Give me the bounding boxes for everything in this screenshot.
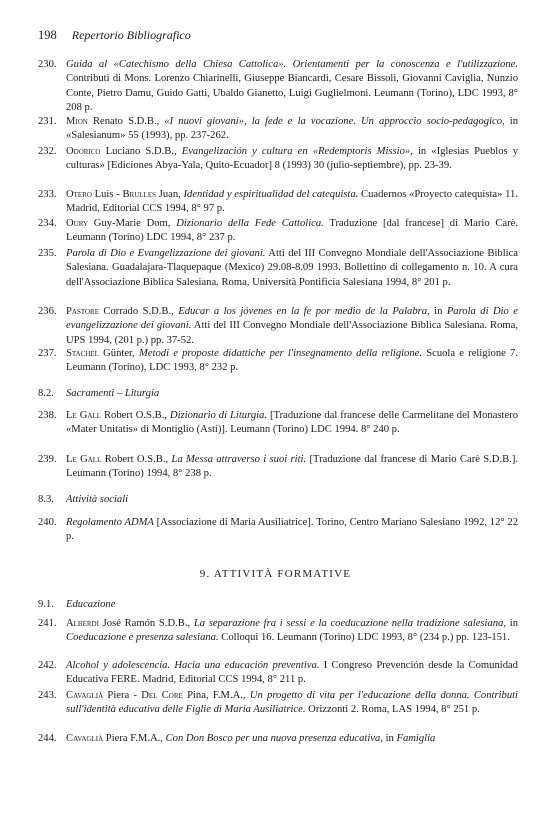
entry-number: 233. xyxy=(38,189,57,200)
entry-title-italic: Con Don Bosco per una nuova presenza educativa, xyxy=(165,733,383,744)
bib-entry xyxy=(38,305,518,348)
entry-title-italic: Parola di Dio e Evangelizzazione dei giovani. xyxy=(66,248,266,259)
bib-entry xyxy=(38,347,518,376)
entry-text-part: Atti del III Convegno Mondiale dell'Associazione Biblica Salesiana. Guadalajara-Tlaquepaque (Mexico) 29.08-8.09 1993. Bollettino di collegamento n. 10. A cura dell'Associazione Biblica Salesiana. Roma, Università Pontificia Salesiana 1994, 8° 201 p. xyxy=(66,248,518,288)
page-header xyxy=(38,28,191,43)
entry-text xyxy=(66,145,518,174)
entry-text-part: in xyxy=(506,618,518,629)
entry-title-italic: Parola di Dio e evangelizzazione dei giovani. xyxy=(66,306,518,332)
author-surname: Odorico xyxy=(66,146,101,157)
bib-entry xyxy=(38,409,518,438)
entry-title-italic: Evangelización y cultura en «Redemptoris Missio», xyxy=(181,146,413,157)
author-surname: Oury xyxy=(66,218,89,229)
bib-entry xyxy=(38,188,518,217)
entry-title-italic: Dizionario di Liturgia. xyxy=(169,410,267,421)
entry-number: 238. xyxy=(38,410,57,421)
author-surname: Otero xyxy=(66,189,92,200)
entry-text-part: Renato S.D.B., xyxy=(87,116,165,127)
author-surname: Le Gall xyxy=(66,410,101,421)
bib-entry xyxy=(38,58,518,115)
entry-text-part: Cuadernos «Proyecto catequista» 11. Madrid, Editorial CCS 1994, 8° 97 p. xyxy=(66,189,518,215)
entry-text-part: Piera F.M.A., xyxy=(103,733,166,744)
entry-text xyxy=(66,58,518,115)
entry-text xyxy=(66,409,518,438)
section-heading xyxy=(38,388,159,399)
entry-text-part: [Traduzione dal francese delle Carmelitane del Monastero «Mater Unitatis» di Montiglio (Asti)]. Leumann (Torino) LDC 1994. 8° 240 p. xyxy=(66,410,518,436)
entry-title-italic: Metodi e proposte didattiche per l'insegnamento della religione. xyxy=(139,348,423,359)
entry-number: 231. xyxy=(38,116,57,127)
entry-text-part: Luis - xyxy=(91,189,123,200)
entry-text-part: in «Salesianum» 55 (1993), pp. 237-262. xyxy=(66,116,519,142)
entry-title-italic: Identidad y espiritualidad del catequista. xyxy=(183,189,359,200)
entry-text-part: in xyxy=(429,306,447,317)
entry-text-part: Robert O.S.B., xyxy=(100,410,170,421)
entry-text-part: Colloqui 16. Leumann (Torino) LDC 1993, 8° (234 p.) pp. 123-151. xyxy=(218,632,510,644)
entry-text-part: Guy-Marie Dom, xyxy=(88,218,177,229)
entry-text xyxy=(66,217,518,246)
bib-entry xyxy=(38,247,518,290)
entry-text-part: [Traduzione dal francese di Mario Carè S.D.B.]. Leumann (Torino) 1994, 8° 238 p. xyxy=(66,454,518,480)
entry-text xyxy=(66,617,518,646)
author-surname: Stachel xyxy=(66,348,99,359)
entry-text-part: [Associazione di Maria Ausiliatrice]. Torino, Centro Mariano Salesiano 1992, 12° 22 p. xyxy=(66,517,518,543)
entry-title-italic: La Messa attraverso i suoi riti. xyxy=(171,454,307,465)
bib-entry xyxy=(38,453,518,482)
author-surname: Cavaglià xyxy=(66,690,104,701)
author-surname: Brulles xyxy=(122,189,156,200)
entry-text xyxy=(66,188,518,217)
author-surname: Le Gall xyxy=(66,454,102,465)
entry-title-italic: Educar a los jóvenes en la fe por medio de la Palabra, xyxy=(178,306,430,317)
section-heading xyxy=(38,494,128,505)
entry-text-part: Orizzonti 2. Roma, LAS 1994, 8° 251 p. xyxy=(305,704,480,716)
entry-text xyxy=(66,115,518,144)
entry-number: 235. xyxy=(38,248,57,259)
author-surname: Mion xyxy=(66,116,88,127)
entry-text-part: Scuola e religione 7. Leumann (Torino), LDC 1993, 8° 232 p. xyxy=(66,348,518,374)
entry-number: 242. xyxy=(38,660,57,671)
bib-entry xyxy=(38,115,518,144)
entry-title-italic: Famiglia xyxy=(396,733,436,744)
entry-number: 230. xyxy=(38,59,57,70)
entry-number: 232. xyxy=(38,146,57,157)
bib-entry xyxy=(38,145,518,174)
entry-text-part: Contributi di Mons. Lorenzo Chiarinelli, Giuseppe Biancardi, Cesare Bissoli, Giovanni Caviglia, Nunzio Conte, Pietro Damu, Guido Gatti, Ubaldo Gianetto, Luigi Guglielmoni. Leumann (Torino), LDC 1993, 8° 208 p. xyxy=(66,73,518,113)
section-heading xyxy=(38,599,115,610)
entry-number: 241. xyxy=(38,618,57,629)
entry-text-part: José Ramón S.D.B., xyxy=(98,618,194,629)
bib-entry xyxy=(38,732,518,746)
entry-text xyxy=(66,453,518,482)
section-title: Educazione xyxy=(66,599,116,610)
entry-number: 239. xyxy=(38,454,57,465)
running-title: Repertorio Bibliografico xyxy=(71,28,191,42)
entry-title-italic: Alcohol y adolescencia. Hacia una educación preventiva. xyxy=(66,660,320,671)
entry-text-part: Piera - xyxy=(103,690,142,701)
entry-text xyxy=(66,516,518,545)
entry-text xyxy=(66,732,518,746)
bib-entry xyxy=(38,516,518,545)
section-number: 8.3. xyxy=(38,494,54,505)
page-number: 198 xyxy=(38,28,57,42)
entry-text xyxy=(66,305,518,348)
entry-number: 240. xyxy=(38,517,57,528)
author-surname: Del Core xyxy=(141,690,183,701)
bib-entry xyxy=(38,217,518,246)
entry-number: 244. xyxy=(38,733,57,744)
entry-text-part: Robert O.S.B., xyxy=(101,454,172,465)
entry-number: 236. xyxy=(38,306,57,317)
entry-text-part: Corrado S.D.B., xyxy=(99,306,179,317)
entry-title-italic: La separazione fra i sessi e la coeducazione nella tradizione salesiana, xyxy=(193,618,507,629)
author-surname: Pastore xyxy=(66,306,99,317)
entry-text-part: Juan, xyxy=(156,189,184,200)
entry-number: 234. xyxy=(38,218,57,229)
author-surname: Alberdi xyxy=(66,618,99,629)
entry-text xyxy=(66,347,518,376)
entry-text-part: I Congreso Prevención desde la Comunidad Educativa FERE. Madrid, Editorial CCS 1994, 8° 211 p. xyxy=(66,660,518,686)
entry-text-part: in «Iglesias Pueblos y culturas» [Ediciones Abya-Yala, Quito-Ecuador] 8 (1993) 30 (julio-septiembre), pp. 23-39. xyxy=(66,146,519,172)
chapter-title: 9. ATTIVITÀ FORMATIVE xyxy=(199,568,352,580)
entry-text xyxy=(66,247,518,290)
bib-entry xyxy=(38,617,518,646)
entry-title-italic: «I nuovi giovani», la fede e la vocazione. Un approccio socio-pedagogico, xyxy=(164,116,505,127)
section-title: Attività sociali xyxy=(66,494,129,505)
section-title: Sacramenti – Liturgia xyxy=(66,388,160,399)
entry-number: 237. xyxy=(38,348,57,359)
entry-number: 243. xyxy=(38,690,57,701)
entry-text-part: Günter, xyxy=(98,348,139,359)
entry-title-italic: Guida al «Catechismo della Chiesa Cattolica». Orientamenti per la conoscenza e l'utilizzazione. xyxy=(66,59,518,70)
entry-title-italic: Coeducazione e presenza salesiana. xyxy=(66,632,219,644)
entry-text-part: Luciano S.D.B., xyxy=(100,146,182,157)
entry-text xyxy=(66,659,518,688)
entry-title-italic: Regolamento ADMA xyxy=(66,517,154,528)
bib-entry xyxy=(38,689,518,718)
bib-entry xyxy=(38,659,518,688)
entry-text-part: Pina, F.M.A., xyxy=(182,690,250,701)
entry-title-italic: Un progetto di vita per l'educazione della donna. Contributi sull'identità educativa delle Figlie di Maria Ausiliatrice. xyxy=(66,690,518,716)
section-number: 9.1. xyxy=(38,599,54,610)
author-surname: Cavaglià xyxy=(66,733,104,744)
entry-title-italic: Dizionario della Fede Cattolica. xyxy=(176,218,324,229)
entry-text xyxy=(66,689,518,718)
entry-text-part: in xyxy=(382,733,397,744)
entry-text-part: Traduzione [dal francese] di Mario Carè. Leumann (Torino) LDC 1994, 8° 237 p. xyxy=(66,218,519,244)
entry-text-part: Atti del III Convegno Mondiale dell'Associazione Biblica Salesiana. Roma, UPS 1994, (201 p.) pp. 37-52. xyxy=(66,320,519,346)
section-number: 8.2. xyxy=(38,388,54,399)
